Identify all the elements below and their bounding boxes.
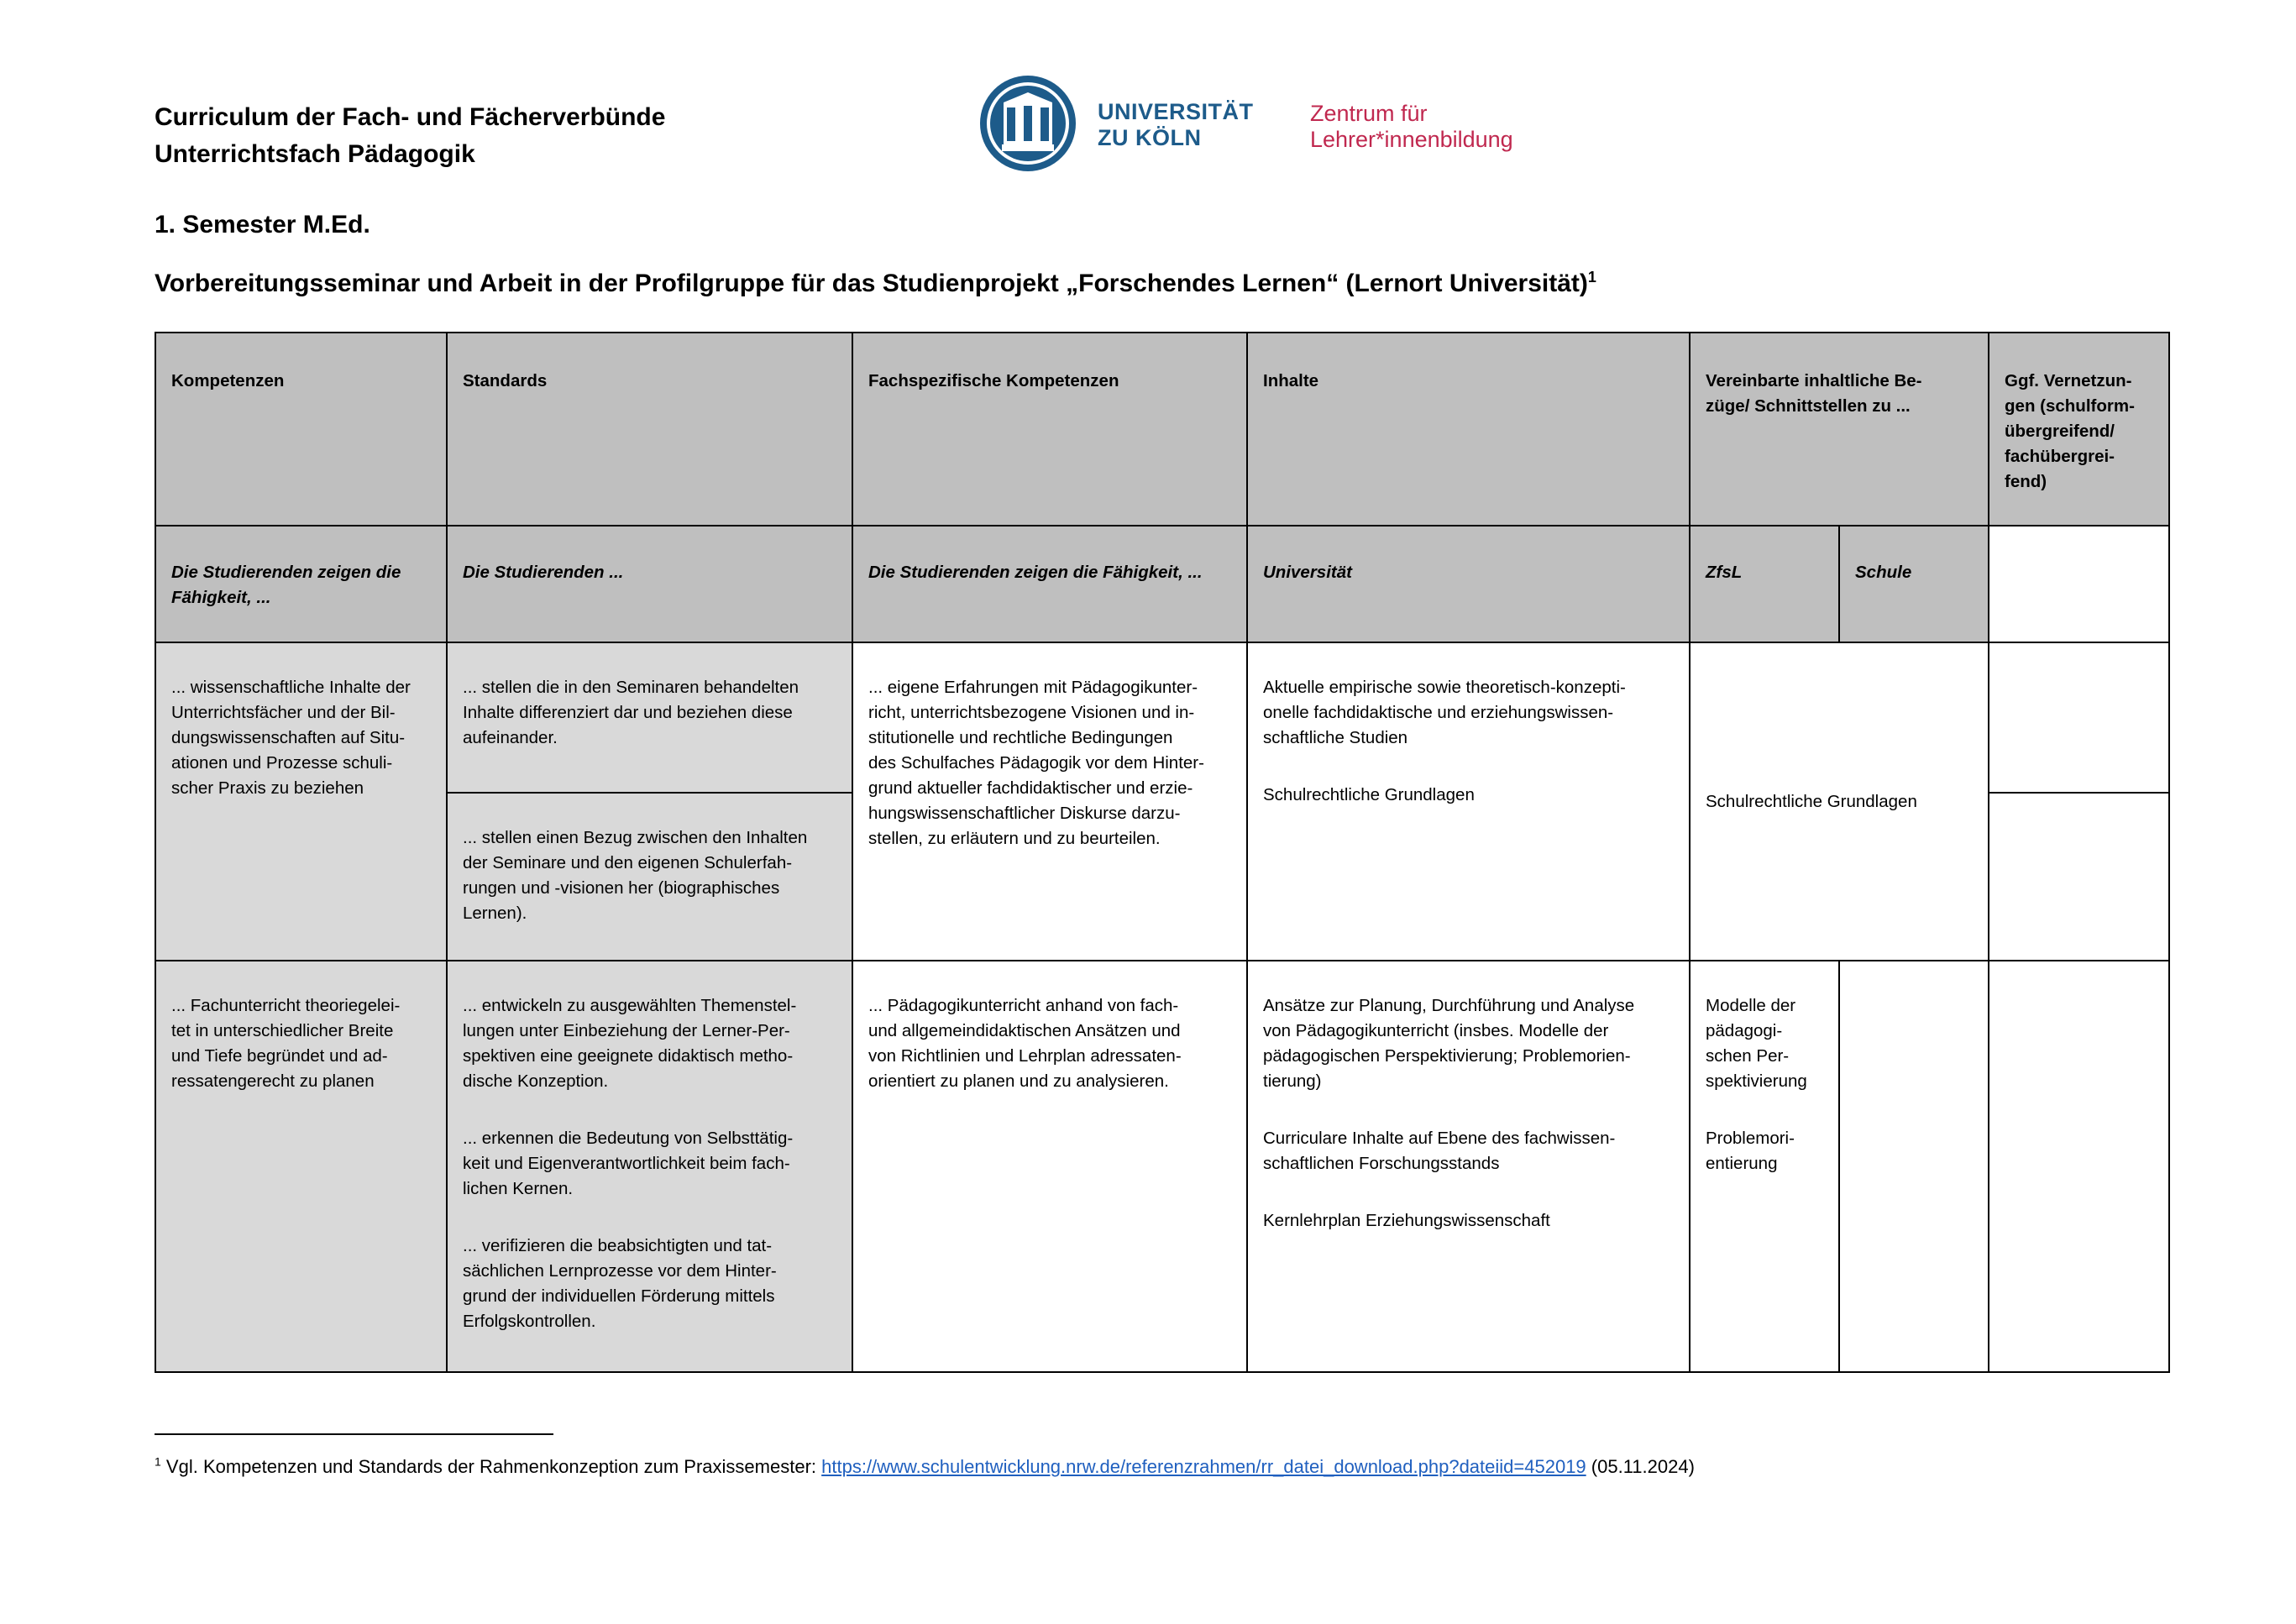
row2-zfsl-2: Problemori- entierung (1706, 1129, 1795, 1173)
row2-zfsl-1: Modelle der pädagogi- schen Per- spektivierung (1706, 996, 1807, 1091)
row2-inhalte-3: Kernlehrplan Erziehungswissenschaft (1263, 1211, 1550, 1230)
subheader-schule: Schule (1839, 526, 1989, 642)
title-line-2: Unterrichtsfach Pädagogik (155, 140, 475, 168)
university-logo (978, 74, 1516, 183)
row1-inhalte (1247, 642, 1690, 961)
header-standards: Standards (447, 333, 852, 526)
table-subheader-row (155, 526, 2169, 642)
footnote-mark: 1 (155, 1454, 161, 1469)
row2-standards (447, 961, 852, 1372)
row1-fachspezifisch-text: ... eigene Erfahrungen mit Pädagogikunter- richt, unterrichtsbezogene Visionen und in- stitutionelle und rechtliche Bedingungen des Schulfaches Pädagogik vor dem Hinter- grund aktueller fachdidaktischer und erzie- hungswissenschaftlicher Diskurse darzu- stellen, zu erläutern und zu beurteilen. (868, 678, 1204, 848)
footnote-text: Vgl. Kompetenzen und Standards der Rahmenkonzeption zum Praxissemester: (165, 1456, 817, 1477)
row2-kompetenz (155, 961, 447, 1372)
document-title (155, 99, 665, 173)
footnote-date: (05.11.2024) (1591, 1456, 1695, 1477)
seminar-heading (155, 267, 1596, 301)
row1-standard-a (447, 642, 852, 793)
row2-standard-3: ... verifizieren die beabsichtigten und tat- sächlichen Lernprozesse vor dem Hinter- grund der individuellen Förderung mittels Erfolgskontrollen. (463, 1236, 777, 1331)
footnote-divider (155, 1433, 553, 1435)
subheader-zfsl: ZfsL (1690, 526, 1839, 642)
subheader-vernetzungen-empty (1989, 526, 2169, 642)
header-inhalte: Inhalte (1247, 333, 1690, 526)
row2-inhalte (1247, 961, 1690, 1372)
table-row (155, 642, 2169, 793)
row2-schule (1839, 961, 1989, 1372)
header-vereinbarte-bezuege: Vereinbarte inhaltliche Be- züge/ Schnittstellen zu ... (1690, 333, 1989, 526)
row2-standard-1: ... entwickeln zu ausgewählten Themenstel- lungen unter Einbeziehung der Lerner-Per- spektiven eine geeignete didaktisch metho- dische Konzeption. (463, 996, 797, 1091)
university-name (1098, 99, 1254, 151)
curriculum-table (155, 332, 2170, 1373)
row2-inhalte-1: Ansätze zur Planung, Durchführung und Analyse von Pädagogikunterricht (insbes. Modelle der pädagogischen Perspektivierung; Problemorien- tierung) (1263, 996, 1635, 1091)
footnote-link[interactable]: https://www.schulentwicklung.nrw.de/referenzrahmen/rr_datei_download.php?dateiid=452019 (821, 1456, 1586, 1477)
row1-fachspezifisch (852, 642, 1247, 961)
zfl-name-line-1: Zentrum für (1310, 101, 1428, 126)
subheader-fachspezifisch: Die Studierenden zeigen die Fähigkeit, ... (852, 526, 1247, 642)
zfl-name-line-2: Lehrer*innenbildung (1310, 127, 1513, 152)
university-name-line-2: ZU KÖLN (1098, 125, 1202, 150)
row1-standard-b (447, 793, 852, 961)
row1-standard-a-text: ... stellen die in den Seminaren behandelten Inhalte differenziert dar und beziehen diese aufeinander. (463, 678, 799, 747)
footnote (155, 1453, 1695, 1481)
row1-vernetzung-a (1989, 642, 2169, 793)
semester-heading: 1. Semester M.Ed. (155, 211, 370, 238)
row1-standard-b-text: ... stellen einen Bezug zwischen den Inhalten der Seminare und den eigenen Schulerfah- rungen und -visionen her (biographisches Lernen). (463, 828, 808, 923)
subheader-standards: Die Studierenden ... (447, 526, 852, 642)
title-line-1: Curriculum der Fach- und Fächerverbünde (155, 103, 666, 131)
row1-kompetenz (155, 642, 447, 961)
row2-inhalte-2: Curriculare Inhalte auf Ebene des fachwissen- schaftlichen Forschungsstands (1263, 1129, 1616, 1173)
seminar-heading-text: Vorbereitungsseminar und Arbeit in der Profilgruppe für das Studienprojekt „Forschendes Lernen“ (Lernort Universität) (155, 270, 1588, 297)
row2-standard-2: ... erkennen die Bedeutung von Selbsttätig- keit und Eigenverantwortlichkeit beim fach- lichen Kernen. (463, 1129, 794, 1198)
zfl-name (1310, 101, 1513, 153)
row1-zfsl-schule (1690, 642, 1989, 961)
university-name-line-1: UNIVERSITÄT (1098, 99, 1254, 124)
row1-zfsl-schule-text: Schulrechtliche Grundlagen (1706, 791, 1917, 811)
row2-vernetzung (1989, 961, 2169, 1372)
row1-inhalte-2: Schulrechtliche Grundlagen (1263, 785, 1475, 804)
header-kompetenzen: Kompetenzen (155, 333, 447, 526)
header-vernetzungen: Ggf. Vernetzun- gen (schulform- übergreifend/ fachübergrei- fend) (1989, 333, 2169, 526)
row2-zfsl (1690, 961, 1839, 1372)
header-fachspezifische-kompetenzen: Fachspezifische Kompetenzen (852, 333, 1247, 526)
row2-fachspezifisch (852, 961, 1247, 1372)
footnote-reference: 1 (1587, 269, 1596, 286)
table-row (155, 961, 2169, 1372)
row1-vernetzung-b (1989, 793, 2169, 961)
university-seal-icon (978, 74, 1077, 173)
subheader-kompetenzen: Die Studierenden zeigen die Fähigkeit, ... (155, 526, 447, 642)
row2-fachspezifisch-text: ... Pädagogikunterricht anhand von fach- und allgemeindidaktischen Ansätzen und von Richtlinien und Lehrplan adressaten- orientiert zu planen und zu analysieren. (868, 996, 1182, 1091)
table-header-row (155, 333, 2169, 526)
row2-kompetenz-text: ... Fachunterricht theoriegelei- tet in unterschiedlicher Breite und Tiefe begründet und ad- ressatengerecht zu planen (171, 996, 401, 1091)
subheader-universitaet: Universität (1247, 526, 1690, 642)
row1-kompetenz-text: ... wissenschaftliche Inhalte der Unterrichtsfächer und der Bil- dungswissenschaften auf Situ- ationen und Prozesse schuli- scher Praxis zu beziehen (171, 678, 411, 798)
row1-inhalte-1: Aktuelle empirische sowie theoretisch-konzepti- onelle fachdidaktische und erziehungswissen- schaftliche Studien (1263, 678, 1626, 747)
